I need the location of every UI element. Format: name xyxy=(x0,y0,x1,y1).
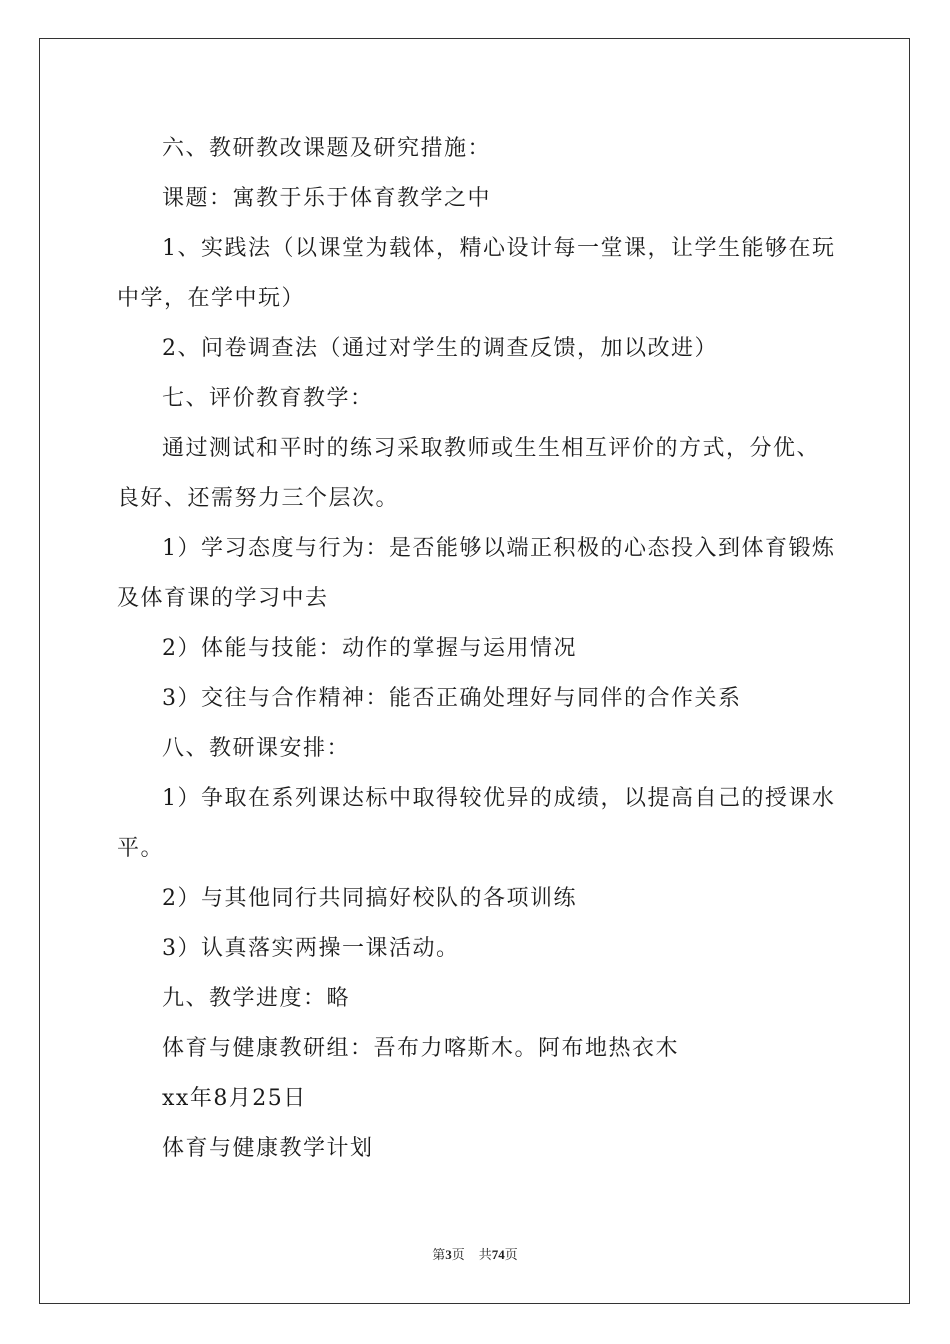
paragraph-section-8-heading: 八、教研课安排： xyxy=(162,736,351,761)
paragraph-section-9-heading: 九、教学进度：略 xyxy=(162,986,351,1011)
paragraph-survey-method: 2、问卷调查法（通过对学生的调查反馈，加以改进） xyxy=(162,336,718,361)
document-body xyxy=(117,124,837,1174)
footer-page-prefix: 第 xyxy=(432,1247,446,1262)
footer-page-suffix: 页 xyxy=(451,1247,465,1262)
page-footer xyxy=(0,1244,950,1263)
paragraph-section-6-heading: 六、教研教改课题及研究措施： xyxy=(162,136,492,161)
paragraph-section-7-heading: 七、评价教育教学： xyxy=(162,386,374,411)
footer-total-pages: 74 xyxy=(491,1247,505,1262)
paragraph-attitude: 1）学习态度与行为：是否能够以端正积极的心态投入到体育锻炼及体育课的学习中去 xyxy=(117,536,836,611)
footer-total-prefix: 共 xyxy=(478,1247,492,1262)
paragraph-date: xx年8月25日 xyxy=(162,1086,307,1111)
paragraph-topic: 课题：寓教于乐于体育教学之中 xyxy=(162,186,492,211)
paragraph-practice-method: 1、实践法（以课堂为载体，精心设计每一堂课，让学生能够在玩中学，在学中玩） xyxy=(117,236,836,311)
paragraph-exercise-activities: 3）认真落实两操一课活动。 xyxy=(162,936,460,961)
paragraph-evaluation-method: 通过测试和平时的练习采取教师或生生相互评价的方式，分优、良好、还需努力三个层次。 xyxy=(117,436,821,511)
paragraph-team-training: 2）与其他同行共同搞好校队的各项训练 xyxy=(162,886,577,911)
footer-page-number: 3 xyxy=(445,1247,452,1262)
paragraph-cooperation: 3）交往与合作精神：能否正确处理好与同伴的合作关系 xyxy=(162,686,742,711)
footer-total-suffix: 页 xyxy=(504,1247,518,1262)
paragraph-next-title: 体育与健康教学计划 xyxy=(162,1136,374,1161)
paragraph-signature: 体育与健康教研组：吾布力喀斯木。阿布地热衣木 xyxy=(162,1036,680,1061)
paragraph-standard-course: 1）争取在系列课达标中取得较优异的成绩，以提高自己的授课水平。 xyxy=(117,786,836,861)
paragraph-skills: 2）体能与技能：动作的掌握与运用情况 xyxy=(162,636,577,661)
